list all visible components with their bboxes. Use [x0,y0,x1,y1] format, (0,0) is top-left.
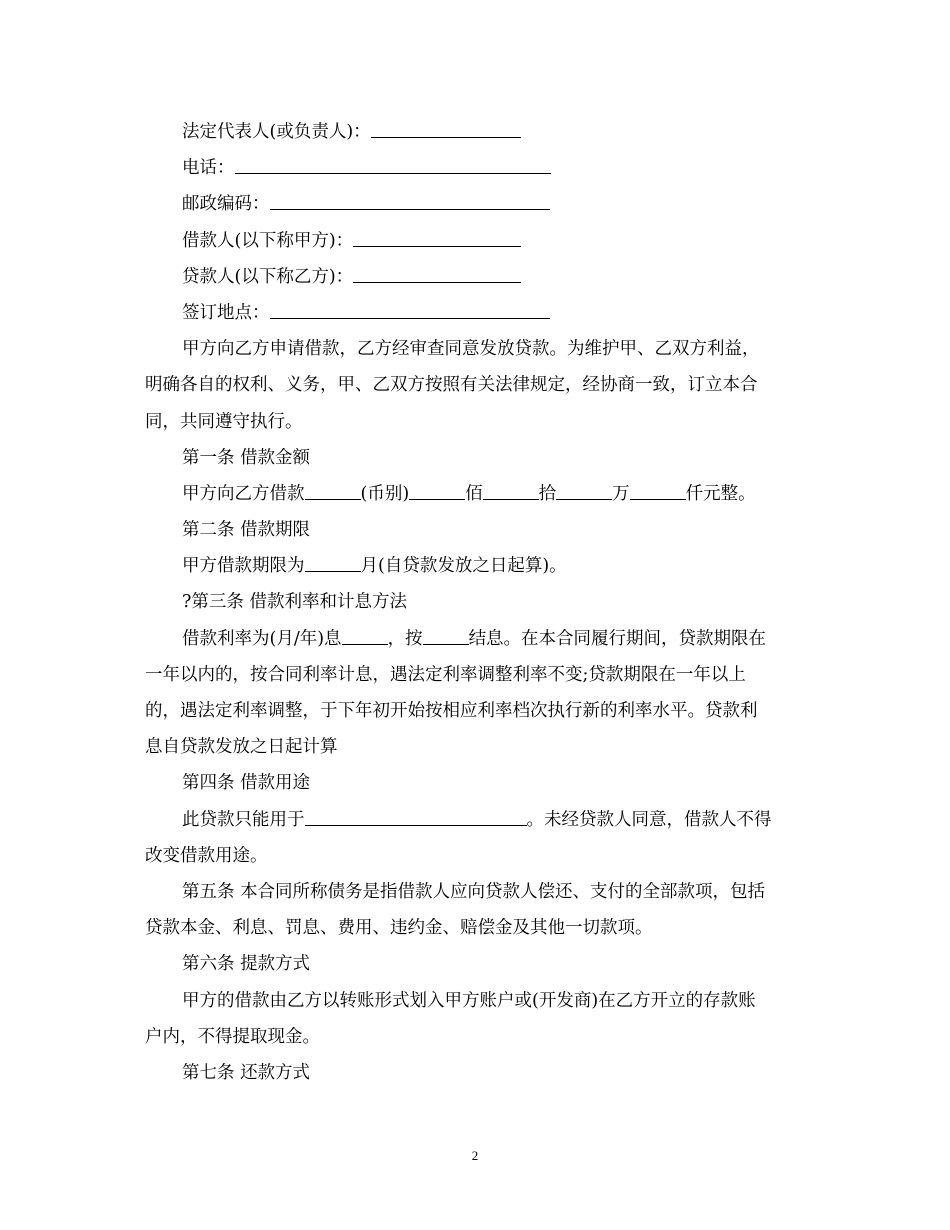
article-title: 第一条 借款金额 [182,447,311,468]
field-label: 借款人(以下称甲方)： [182,230,354,251]
paragraph-line: 户内，不得提取现金。 [145,1026,320,1047]
paragraph-line: 贷款本金、利息、罚息、费用、违约金、赔偿金及其他一切款项。 [145,918,653,939]
text-run: 佰 [465,483,483,504]
paragraph-line: 甲方的借款由乙方以转账形式划入甲方账户或(开发商)在乙方开立的存款账 [182,990,756,1011]
phone-field [145,150,817,186]
signing-place-field [145,295,817,331]
fill-blank[interactable] [342,627,388,645]
text-run: 结息。在本合同履行期间，贷款期限在 [468,628,767,649]
paragraph-line: 一年以内的，按合同利率计息，遇法定利率调整利率不变;贷款期限在一年以上 [145,664,746,685]
text-run: 仟元整。 [685,483,756,504]
loan-amount-line [145,476,817,512]
fill-blank[interactable] [235,157,551,175]
text-run: 借款利率为(月/年)息 [182,628,342,649]
field-label: 电话： [182,158,235,179]
article-title: 第二条 借款期限 [182,520,311,541]
field-label: 签订地点： [182,302,270,323]
paragraph-line: 第五条 本合同所称债务是指借款人应向贷款人偿还、支付的全部款项，包括 [182,881,766,902]
text-run: 万 [612,483,630,504]
fill-blank[interactable] [270,193,550,211]
loan-term-line [145,548,817,584]
interest-line [145,621,817,657]
fill-blank[interactable] [353,229,521,247]
intro-line: 同，共同遵守执行。 [145,411,303,432]
contract-body [145,114,817,1091]
purpose-line [145,802,817,838]
fill-blank[interactable] [353,265,521,283]
text-run: ，按 [387,628,423,649]
article-title: 第七条 还款方式 [182,1062,311,1083]
fill-blank[interactable] [371,120,521,138]
lender-field [145,259,817,295]
text-run: (币别) [360,483,410,504]
paragraph-line: 改变借款用途。 [145,845,268,866]
field-label: 贷款人(以下称乙方)： [182,266,354,287]
fill-blank[interactable] [483,482,539,500]
fill-blank[interactable] [305,482,361,500]
fill-blank[interactable] [630,482,686,500]
text-run: 月(自贷款发放之日起算)。 [360,556,567,577]
text-run: 拾 [538,483,557,504]
paragraph-line: 息自贷款发放之日起计算 [145,737,338,758]
intro-line: 甲方向乙方申请借款，乙方经审查同意发放贷款。为维护甲、乙双方利益， [182,339,760,360]
legal-rep-field [145,114,817,150]
text-run: 此贷款只能用于 [182,809,305,830]
field-label: 邮政编码： [182,194,270,215]
fill-blank[interactable] [305,808,527,826]
fill-blank[interactable] [305,555,361,573]
article-title: 第六条 提款方式 [182,954,311,975]
intro-line: 明确各自的权利、义务，甲、乙双方按照有关法律规定，经协商一致，订立本合 [145,375,758,396]
paragraph-line: 的，遇法定利率调整，于下年初开始按相应利率档次执行新的利率水平。贷款利 [145,701,758,721]
text-run: 。未经贷款人同意，借款人不得 [526,809,772,830]
fill-blank[interactable] [270,301,550,319]
postal-code-field [145,186,817,222]
fill-blank[interactable] [409,482,465,500]
text-run: 甲方借款期限为 [182,556,305,577]
article-title: 第四条 借款用途 [182,773,311,794]
borrower-field [145,223,817,259]
fill-blank[interactable] [423,627,469,645]
field-label: 法定代表人(或负责人)： [182,122,371,142]
article-title: ?第三条 借款利率和计息方法 [182,592,407,613]
page-number: 2 [471,1148,479,1163]
fill-blank[interactable] [556,482,612,500]
text-run: 甲方向乙方借款 [182,483,305,504]
